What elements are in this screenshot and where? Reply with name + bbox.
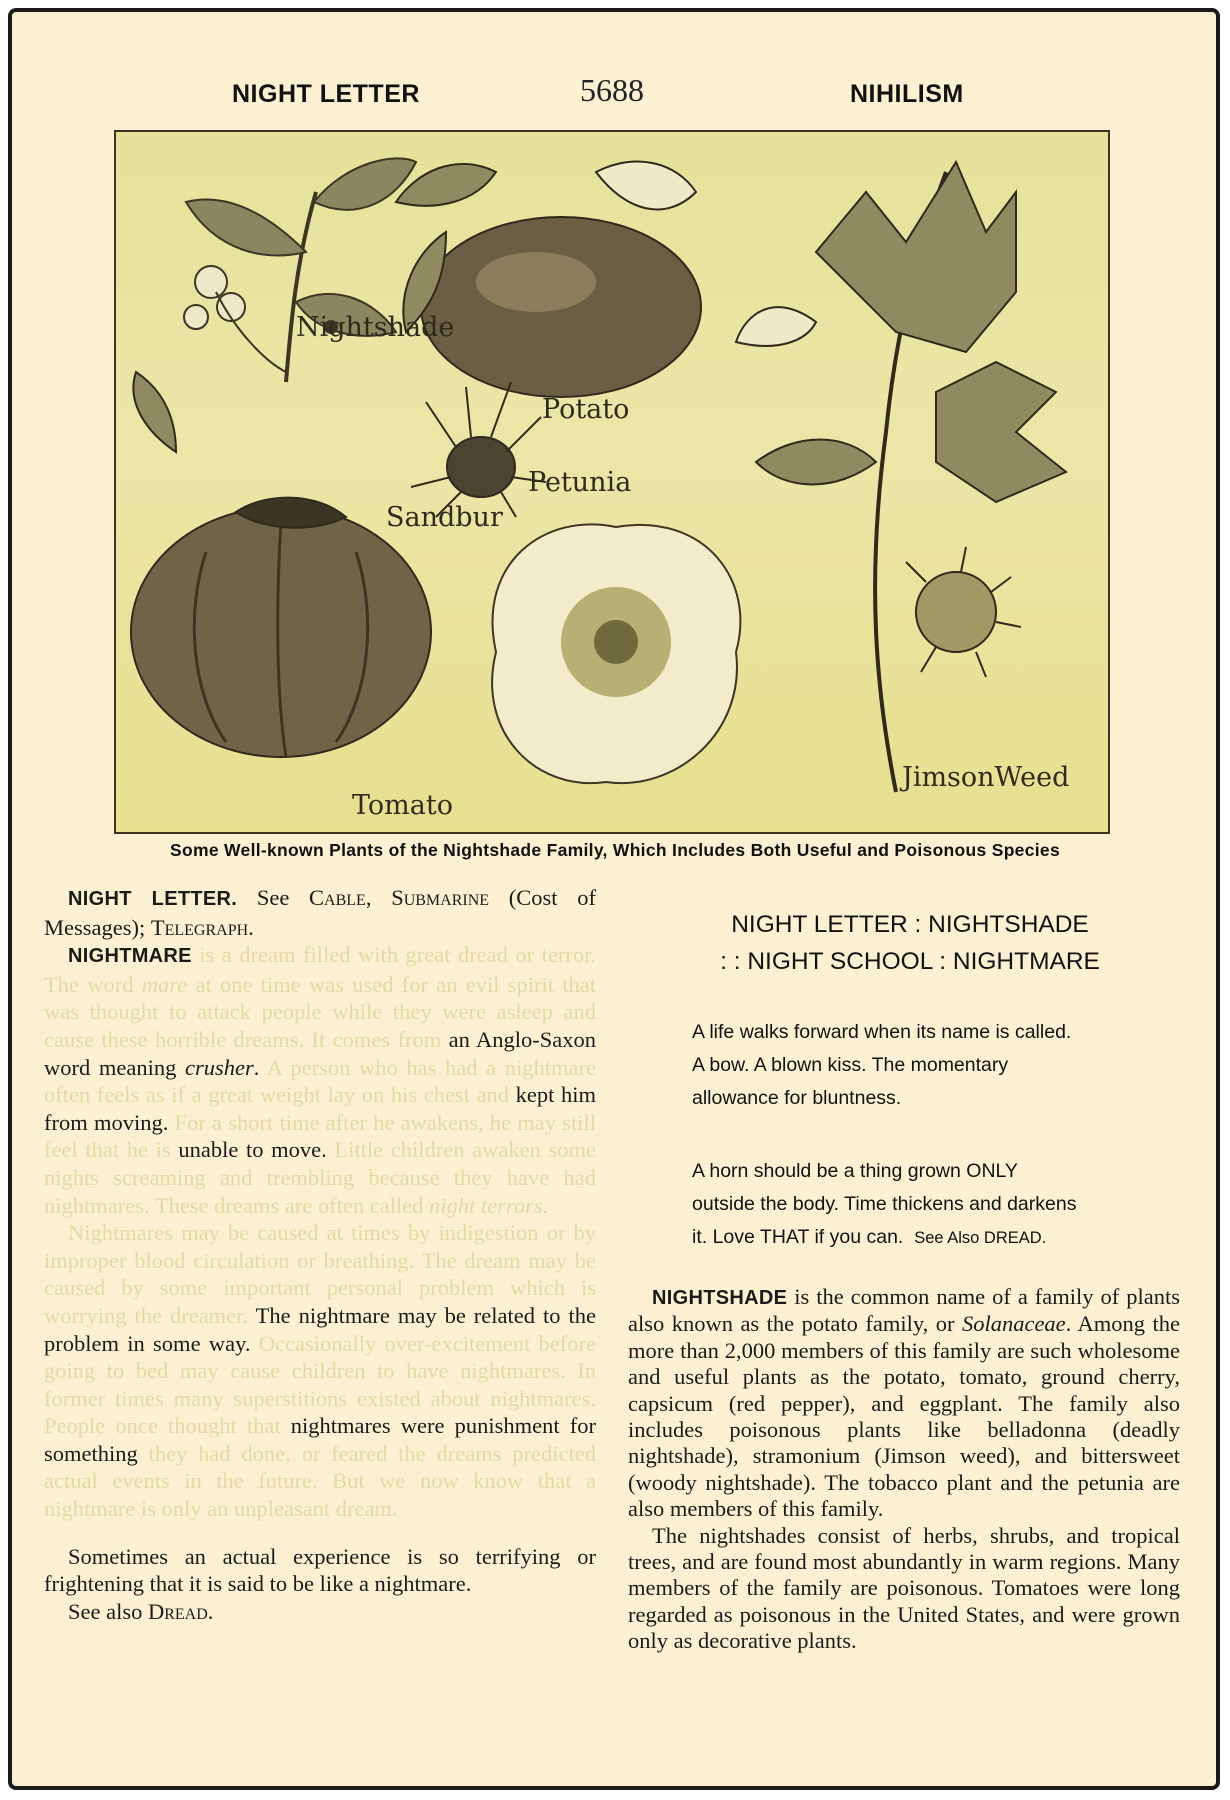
nightshade-paragraph-2: The nightshades consist of herbs, shrubs, and tropical trees, and are found most abundantly in warm regions. Many members of the family are poisonous. Tomatoes were long regarded as poisonous in the United States, and were grown only as decorative plants. xyxy=(628,1522,1180,1654)
cross-ref-telegraph: Telegraph xyxy=(150,914,249,940)
poem-title-line-1: NIGHT LETTER : NIGHTSHADE xyxy=(731,911,1089,938)
nightmare-causes-paragraph xyxy=(44,1219,596,1523)
nightshade-plant-drawing xyxy=(184,158,416,382)
kept-text: The nightmare may be related to the problem in some way. xyxy=(44,1302,596,1356)
poem-stanza-2 xyxy=(692,1155,1172,1255)
nightshade-entry: NIGHTSHADE is the common name of a family of plants also known as the potato family, or Solanaceae. Among the more than 2,000 members of this family are such wholesome and useful plants as the potato, tomato, ground cherry, capsicum (red pepper), and eggplant. The family also includes poisonous plants like belladonna (deadly nightshade), stramonium (Jimson weed), and bittersweet (woody nightshade). The tobacco plant and the petunia are also members of this family. xyxy=(628,1284,1180,1522)
kept-text: unable to move. xyxy=(178,1137,327,1163)
poem-line: it. Love THAT if you can. See Also DREAD. xyxy=(692,1226,1047,1248)
label-nightshade: Nightshade xyxy=(296,312,455,343)
poem-see-also: See Also DREAD. xyxy=(914,1229,1047,1247)
erased-text: Little children awaken some nights screaming and trembling because they have had nightmares. These dreams are often called xyxy=(44,1137,597,1218)
sandbur-drawing xyxy=(411,382,546,517)
kept-text: nightmares were punishment for something xyxy=(44,1413,596,1466)
illustration-caption: Some Well-known Plants of the Nightshade Family, Which Includes Both Useful and Poisonous Species xyxy=(170,840,1060,860)
term-solanaceae: Solanaceae xyxy=(961,1311,1066,1337)
label-tomato: Tomato xyxy=(352,790,453,821)
cross-ref-cable: Cable xyxy=(309,885,366,910)
running-head-right: NIHILISM xyxy=(850,80,964,108)
poem-title-line-2: : : NIGHT SCHOOL : NIGHTMARE xyxy=(720,948,1100,975)
kept-text: an Anglo-Saxon word meaning xyxy=(44,1026,596,1080)
night-letter-entry: NIGHT LETTER. See Cable, Submarine (Cost of Messages); Telegraph. xyxy=(44,885,596,940)
poem-line: A life walks forward when its name is called. xyxy=(692,1021,1072,1043)
cross-ref-dread: Dread xyxy=(147,1598,208,1624)
tomato-drawing xyxy=(131,372,431,757)
label-jimson-weed: JimsonWeed xyxy=(902,762,1070,793)
running-head-left: NIGHT LETTER xyxy=(232,80,420,108)
label-potato: Potato xyxy=(542,394,630,425)
headword-nightmare: NIGHTMARE xyxy=(68,945,192,968)
label-sandbur: Sandbur xyxy=(386,502,503,533)
erased-text: they had done, or feared the dreams predicted actual events in the future. But we now know that a nightmare is only an unpleasant dream. xyxy=(44,1440,596,1522)
erased-text: at one time was used for an evil spirit that was thought to attack people while they were asleep and cause these horrible dreams. It comes from xyxy=(44,971,596,1052)
label-petunia: Petunia xyxy=(528,467,632,498)
potato-drawing xyxy=(396,162,701,397)
nightmare-entry: NIGHTMARE is a dream filled with great dread or terror. The word mare at one time was used for an evil spirit that was thought to attack people while they were asleep and cause these horrible dreams. It comes from an Anglo-Saxon word meaning crusher. A person who has had a nightmare often feels as if a great weight lay on his chest and kept him from moving. For a short time after he awakens, he may still feel that he is unable to move. Little children awaken some nights screaming and trembling because they have had nightmares. These dreams are often called night terrors. xyxy=(44,942,597,1218)
left-column xyxy=(44,884,596,1625)
erased-text: Nightmares may be caused at times by indigestion or by improper blood circulation or breathing. The dream may be caused by some important personal problem which is worrying the dreamer. xyxy=(44,1220,596,1328)
nightshade-illustration xyxy=(114,130,1110,834)
petunia-drawing xyxy=(492,524,740,783)
poem-line: A bow. A blown kiss. The momentary xyxy=(692,1054,1009,1076)
erased-text: A person who has had a nightmare often feels as if a great weight lay on his chest and xyxy=(44,1054,597,1108)
poem-stanza-1 xyxy=(692,1016,1172,1115)
erased-text: For a short time after he awakens, he may still feel that he is xyxy=(44,1109,596,1163)
poem-title xyxy=(640,906,1180,980)
cross-ref-submarine: Submarine xyxy=(391,885,490,910)
kept-text: kept him from moving. xyxy=(44,1082,597,1135)
headword-night-letter: NIGHT LETTER. xyxy=(68,888,238,910)
poem-line: A horn should be a thing grown ONLY xyxy=(692,1160,1018,1182)
see-also-dread: See also Dread. xyxy=(68,1598,214,1624)
jimson-weed-drawing xyxy=(736,162,1066,792)
experience-paragraph: Sometimes an actual experience is so terrifying or frightening that it is said to be like a nightmare. xyxy=(44,1543,596,1597)
page-number: 5688 xyxy=(580,72,644,108)
erased-text: Occasionally over-excitement before going to bed may cause children to have nightmares. In former times many superstitions existed about nightmares. People once thought that xyxy=(44,1330,596,1439)
poem-line: outside the body. Time thickens and darkens xyxy=(692,1193,1077,1215)
erased-text: is a dream filled with great dread or terror. The word xyxy=(44,942,596,997)
kept-text-crusher: crusher xyxy=(185,1054,254,1080)
right-column xyxy=(628,1284,1180,1655)
poem-line: allowance for bluntness. xyxy=(692,1087,902,1109)
headword-nightshade: NIGHTSHADE xyxy=(652,1287,788,1309)
